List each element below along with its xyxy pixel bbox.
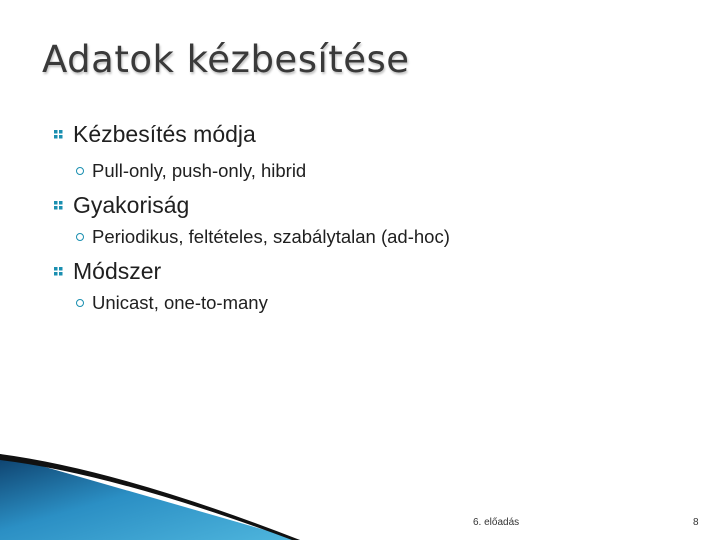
sub-bullet-item	[76, 160, 306, 182]
bullet-label: Módszer	[73, 258, 162, 284]
footer-lecture: 6. előadás	[473, 517, 520, 528]
circle-bullet-icon	[76, 233, 84, 241]
bullet-item	[54, 258, 161, 285]
slide-title: Adatok kézbesítése	[42, 38, 410, 81]
bullet-item	[54, 121, 256, 148]
sub-bullet-label: Periodikus, feltételes, szabálytalan (ad-hoc)	[92, 226, 450, 247]
circle-bullet-icon	[76, 299, 84, 307]
square-bullet-icon	[54, 130, 63, 139]
decorative-wave-shape	[0, 450, 720, 540]
page-number: 8	[693, 517, 699, 528]
circle-bullet-icon	[76, 167, 84, 175]
square-bullet-icon	[54, 267, 63, 276]
sub-bullet-item	[76, 226, 450, 248]
bullet-label: Gyakoriság	[73, 192, 190, 218]
bullet-item	[54, 192, 189, 219]
sub-bullet-label: Unicast, one-to-many	[92, 292, 268, 313]
sub-bullet-label: Pull-only, push-only, hibrid	[92, 160, 307, 181]
sub-bullet-item	[76, 292, 268, 314]
bullet-label: Kézbesítés módja	[73, 121, 256, 147]
square-bullet-icon	[54, 201, 63, 210]
